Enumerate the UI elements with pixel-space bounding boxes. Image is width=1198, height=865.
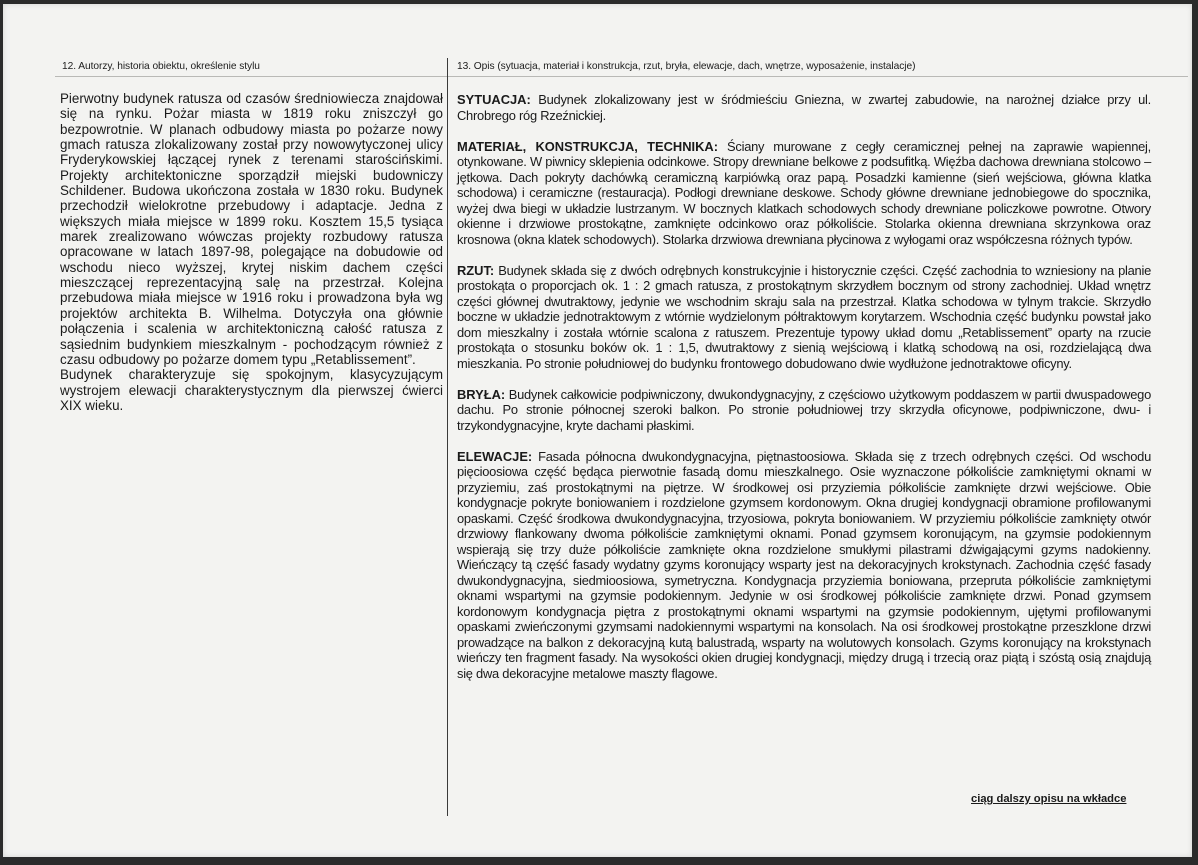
section-text: Fasada północna dwukondygnacyjna, piętnastoosiowa. Składa się z trzech odrębnych części. Od wschodu pięcioosiowa część będąca pierwotnie fasadą domu mieszkalnego. Osie wyznaczone półkoliście zamkniętymi oknami w przyziemiu, zaś prostokątnymi na piętrze. W środkowej osi przyziemia półkoliście zamknięte drzwi wejściowe. Obie kondygnacje pokryte boniowaniem i rozdzielone gzymsem kordonowym. Okna drugiej kondygnacji obramione profilowanymi opaskami. Część środkowa dwukondygnacyjna, trzyosiowa, pokryta boniowaniem. W przyziemiu półkoliście zamknięty otwór drzwiowy flankowany dwoma półkoliście zamkniętymi oknami. Ponad gzymsem koronującym, na gzymsie podokiennym wspierają się trzy duże półkoliście zamknięte okna rozdzielone smukłymi pilastrami dźwigającymi gzyms nadokienny. Wieńczący tą część fasady wydatny gzyms koronujący wsparty jest na dekoracyjnych krokstynach. Zachodnia część fasady dwukondygnacyjna, siedmioosiowa, symetryczna. Kondygnacja przyziemia boniowana, przepruta półkoliście zamkniętymi oknami wspartymi na gzymsie podokiennym. Jedynie w osi środkowej półkoliście zamknięte drzwi. Ponad gzymsem kordonowym kondygnacja piętra z prostokątnymi oknami wspartymi na gzymsie podokiennym, ujętymi profilowanymi opaskami zwieńczonymi gzymsami nadokiennymi wspartymi na konsolach. Na osi środkowej prostokątne przeszklone drzwi prowadzące na balkon z dekoracyjną kutą balustradą, wsparty na wolutowych konsolach. Gzyms koronujący na krokstynach wieńczy ten fragment fasady. Na wysokości okien drugiej kondygnacji, między drugą i trzecią oraz piątą i szóstą osią znajdują się dwa dekoracyjne metalowe maszty flagowe. (457, 448, 1151, 681)
history-column (60, 91, 443, 413)
description-column (457, 92, 1151, 697)
header-divider (55, 76, 1188, 77)
section-text: Budynek całkowicie podpiwniczony, dwukondygnacyjny, z częściowo użytkowym poddaszem w partii dwuspadowego dachu. Po stronie północnej szeroki balkon. Po stronie południowej trzy skrzydła oficynowe, podpiwniczone, dwu- i trzykondygnacyjne, kryte dachami płaskimi. (457, 386, 1151, 433)
continuation-note: ciąg dalszy opisu na wkładce (971, 793, 1127, 805)
section-bryla (457, 387, 1151, 434)
section-label: BRYŁA: (457, 386, 506, 402)
section-label: MATERIAŁ, KONSTRUKCJA, TECHNIKA: (457, 138, 719, 154)
section-text: Budynek składa się z dwóch odrębnych konstrukcyjnie i historycznie części. Część zachodnia to wzniesiony na planie prostokąta o proporcjach ok. 1 : 2 gmach ratusza, z prostokątnym skrzydłem bocznym od strony zachodniej. Układ wnętrz części głównej dwutraktowy, jedynie we wschodnim skraju sala na przestrzał. Klatka schodowa w tylnym trakcie. Skrzydło boczne w układzie jednotraktowym z wtórnie wydzielonym półtraktowym korytarzem. Wschodnia część budynku powstał jako dom mieszkalny i została wtórnie scalona z ratuszem. Prezentuje typowy układ domu „Retablissement” oparty na rzucie prostokąta o stosunku boków ok. 1 : 1,5, dwutraktowy z sienią wejściową i klatką schodową na osi, rozdzielającą dwa mieszkania. Po stronie południowej do budynku frontowego dobudowano dwie wydłużone jednotraktowe oficyny. (457, 262, 1151, 371)
section-text: Budynek zlokalizowany jest w śródmieściu Gniezna, w zwartej zabudowie, na narożnej działce przy ul. Chrobrego róg Rzeźnickiej. (457, 92, 1151, 123)
section-sytuacja (457, 92, 1151, 123)
section-label: SYTUACJA: (457, 92, 531, 107)
history-paragraph: Pierwotny budynek ratusza od czasów średniowiecza znajdował się na rynku. Pożar miasta w 1819 roku zniszczył go bezpowrotnie. W planach odbudowy miasta po pożarze nowy gmach ratusza zlokalizowany został przy nowowytyczonej ulicy Fryderykowskiej łączącej rynek z terenami starościńskimi. Projekty architektoniczne sporządził miejski budowniczy Schildener. Budowa ukończona została w 1830 roku. Budynek przechodził wielokrotne przebudowy i adaptacje. Jedna z większych miała miejsce w 1899 roku. Kosztem 15,5 tysiąca marek zrealizowano wówczas projekty rozbudowy ratusza opracowane w latach 1897-98, polegające na dobudowie od wschodu nieco wyższej, krytej niskim dachem części mieszczącej reprezentacyjną salę na przestrzał. Kolejna przebudowa miała miejsce w 1916 roku i prowadzona była wg projektów architekta B. Wilhelma. Dotyczyła ona głównie połączenia i scalenia w architektoniczną całość ratusza z sąsiednim budynkiem mieszkalnym - pochodzącym również z czasu odbudowy po pożarze domem typu „Retablissement”. (60, 91, 443, 367)
scanned-document-page (3, 4, 1192, 857)
section-13-header: 13. Opis (sytuacja, materiał i konstrukcja, rzut, bryła, elewacje, dach, wnętrze, wyposażenie, instalacje) (457, 61, 916, 72)
section-material (457, 139, 1151, 248)
section-elewacje (457, 449, 1151, 682)
section-label: RZUT: (457, 262, 495, 278)
section-label: ELEWACJE: (457, 448, 533, 464)
section-rzut (457, 263, 1151, 372)
column-divider (447, 58, 448, 816)
section-text: Ściany murowane z cegły ceramicznej pełnej na zaprawie wapiennej, otynkowane. W piwnicy sklepienia odcinkowe. Stropy drewniane belkowe z podsufitką. Więźba dachowa drewniana stolcowo – jętkowa. Dach pokryty dachówką ceramiczną karpiówką oraz papą. Posadzki kamienne (sień wejściowa, główna klatka schodowa) i ceramiczne (restauracja). Podłogi drewniane deskowe. Schody główne drewniane jednobiegowe do spocznika, wyżej dwa biegi w układzie lustrzanym. W bocznych klatkach schodowych schody drewniane policzkowe powrotne. Otwory okienne i drzwiowe prostokątne, zamknięte odcinkowo oraz półkoliście. Stolarka okienna drewniana skrzynkowa oraz krosnowa (okna klatek schodowych). Stolarka drzwiowa drewniana płycinowa z wyłogami oraz współczesna różnych typów. (457, 138, 1152, 247)
section-12-header: 12. Autorzy, historia obiektu, określenie stylu (62, 61, 260, 72)
style-paragraph: Budynek charakteryzuje się spokojnym, klasycyzującym wystrojem elewacji charakterystycznym dla pierwszej ćwierci XIX wieku. (60, 367, 443, 413)
